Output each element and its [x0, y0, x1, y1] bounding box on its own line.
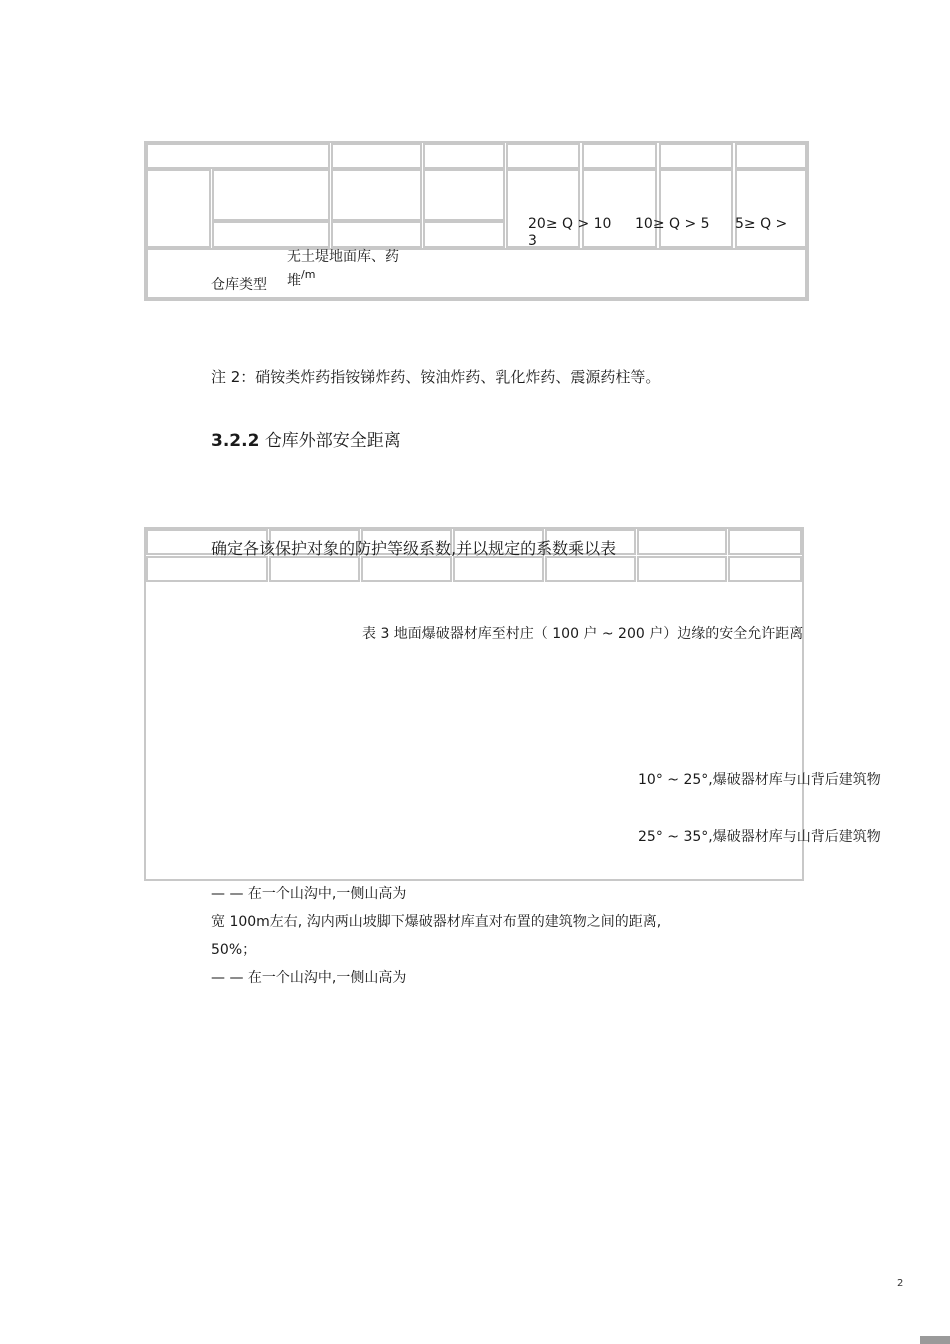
table1-cell — [212, 221, 330, 248]
table2-cell — [545, 556, 636, 582]
body-line-3: 50%； — [211, 942, 257, 958]
table1-cell — [506, 169, 580, 248]
table2-cell — [728, 556, 802, 582]
row-slope-10-25: 10° ~ 25°,爆破器材库与山背后建筑物 — [638, 772, 881, 788]
table1-cell — [423, 221, 505, 248]
table2-cell — [361, 556, 452, 582]
table1-cell — [146, 143, 330, 169]
row-unit: /m — [301, 268, 316, 281]
table2-overlay-text: 确定各该保护对象的防护等级系数,并以规定的系数乘以表 — [211, 539, 617, 558]
corner-scroll-marker — [920, 1336, 950, 1344]
page-number: 2 — [897, 1278, 904, 1289]
body-line-2: 宽 100m左右, 沟内两山坡脚下爆破器材库直对布置的建筑物之间的距离, — [211, 914, 662, 930]
table1-cell — [582, 143, 657, 169]
body-line-4: — — 在一个山沟中,一侧山高为 — [211, 970, 407, 986]
table1-cell — [331, 221, 422, 248]
table2-cell — [269, 556, 360, 582]
table2-cell — [146, 556, 268, 582]
section-title: 仓库外部安全距离 — [264, 431, 401, 451]
table1-cell — [423, 169, 505, 221]
section-number: 3.2.2 — [211, 431, 260, 451]
table2-cell — [637, 556, 727, 582]
table1-cell — [582, 169, 657, 248]
row-label-line1: 无土堤地面库、药 — [287, 249, 399, 265]
table1-cell — [331, 169, 422, 221]
row-slope-25-35: 25° ~ 35°,爆破器材库与山背后建筑物 — [638, 829, 881, 845]
q-range-5-3: 5≥ Q > — [735, 216, 788, 232]
warehouse-type-label: 仓库类型 — [211, 277, 267, 293]
table1-cell — [659, 169, 733, 248]
section-heading — [211, 426, 401, 451]
row-label-line2: 堆$^{/m}$ — [287, 268, 316, 289]
table1-cell — [735, 169, 807, 248]
table2-cell — [453, 556, 544, 582]
table3-caption: 表 3 地面爆破器材库至村庄（ 100 户 ~ 200 户）边缘的安全允许距离 — [362, 626, 804, 642]
q-range-10-5: 10≥ Q > 5 — [635, 216, 710, 232]
table1-cell — [331, 143, 422, 169]
table1-cell — [423, 143, 505, 169]
table1-cell — [659, 143, 733, 169]
table1-cell — [735, 143, 807, 169]
note-2: 注 2：硝铵类炸药指铵锑炸药、铵油炸药、乳化炸药、震源药柱等。 — [211, 368, 661, 386]
table1-cell — [506, 143, 580, 169]
table1-cell — [212, 169, 330, 221]
table2-cell — [637, 529, 727, 555]
table2-cell — [728, 529, 802, 555]
q-range-20-10-wrap: 3 — [528, 233, 537, 249]
q-range-20-10: 20≥ Q > 10 — [528, 216, 612, 232]
table1-cell — [146, 169, 211, 248]
body-line-1: — — 在一个山沟中,一侧山高为 — [211, 886, 407, 902]
